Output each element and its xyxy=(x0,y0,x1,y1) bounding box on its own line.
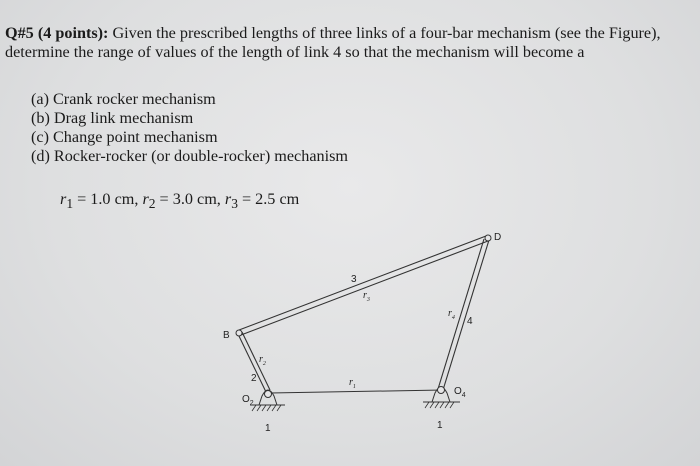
joint-b xyxy=(236,330,242,336)
r3-value: = 2.5 cm xyxy=(241,190,300,208)
label-link-3: 3 xyxy=(351,274,357,285)
r2-subscript: 2 xyxy=(148,196,156,212)
label-point-o2: $O_2$ xyxy=(242,394,254,407)
label-link-4: 4 xyxy=(467,316,473,327)
r3-symbol: r xyxy=(224,190,232,208)
r3-subscript: 3 xyxy=(231,196,238,212)
r1-value: = 1.0 cm, xyxy=(77,190,139,208)
question-text: Given the prescribed lengths of three links of a four-bar mechanism (see the Figure), determine the range of values of the length of link 4 so that the mechanism will become a xyxy=(5,24,661,61)
option-a: (a) Crank rocker mechanism xyxy=(31,90,216,108)
label-r2: $r_2$ xyxy=(259,354,266,367)
label-point-d: D xyxy=(494,232,502,243)
label-r1: $r_1$ xyxy=(349,377,356,390)
r1-symbol: r xyxy=(60,190,67,208)
option-d: (d) Rocker-rocker (or double-rocker) mechanism xyxy=(31,147,348,165)
r1-subscript: 1 xyxy=(66,196,74,212)
r2-symbol: r xyxy=(142,190,149,208)
label-ground-right: 1 xyxy=(437,420,443,431)
link-3 xyxy=(239,236,488,335)
label-r3: $r_3$ xyxy=(363,290,370,303)
r2-value: = 3.0 cm, xyxy=(159,190,221,208)
label-ground-left: 1 xyxy=(265,423,271,434)
link-4 xyxy=(438,239,489,390)
joint-d xyxy=(485,235,491,241)
label-link-2: 2 xyxy=(251,373,257,384)
ground-link-r1 xyxy=(270,390,443,393)
label-point-o4: $O_4$ xyxy=(454,386,466,399)
option-b: (b) Drag link mechanism xyxy=(31,109,194,127)
option-c: (c) Change point mechanism xyxy=(31,128,218,146)
label-point-b: B xyxy=(223,330,230,341)
question-number: Q#5 (4 points): xyxy=(5,24,109,42)
label-r4: $r_4$ xyxy=(448,308,455,321)
